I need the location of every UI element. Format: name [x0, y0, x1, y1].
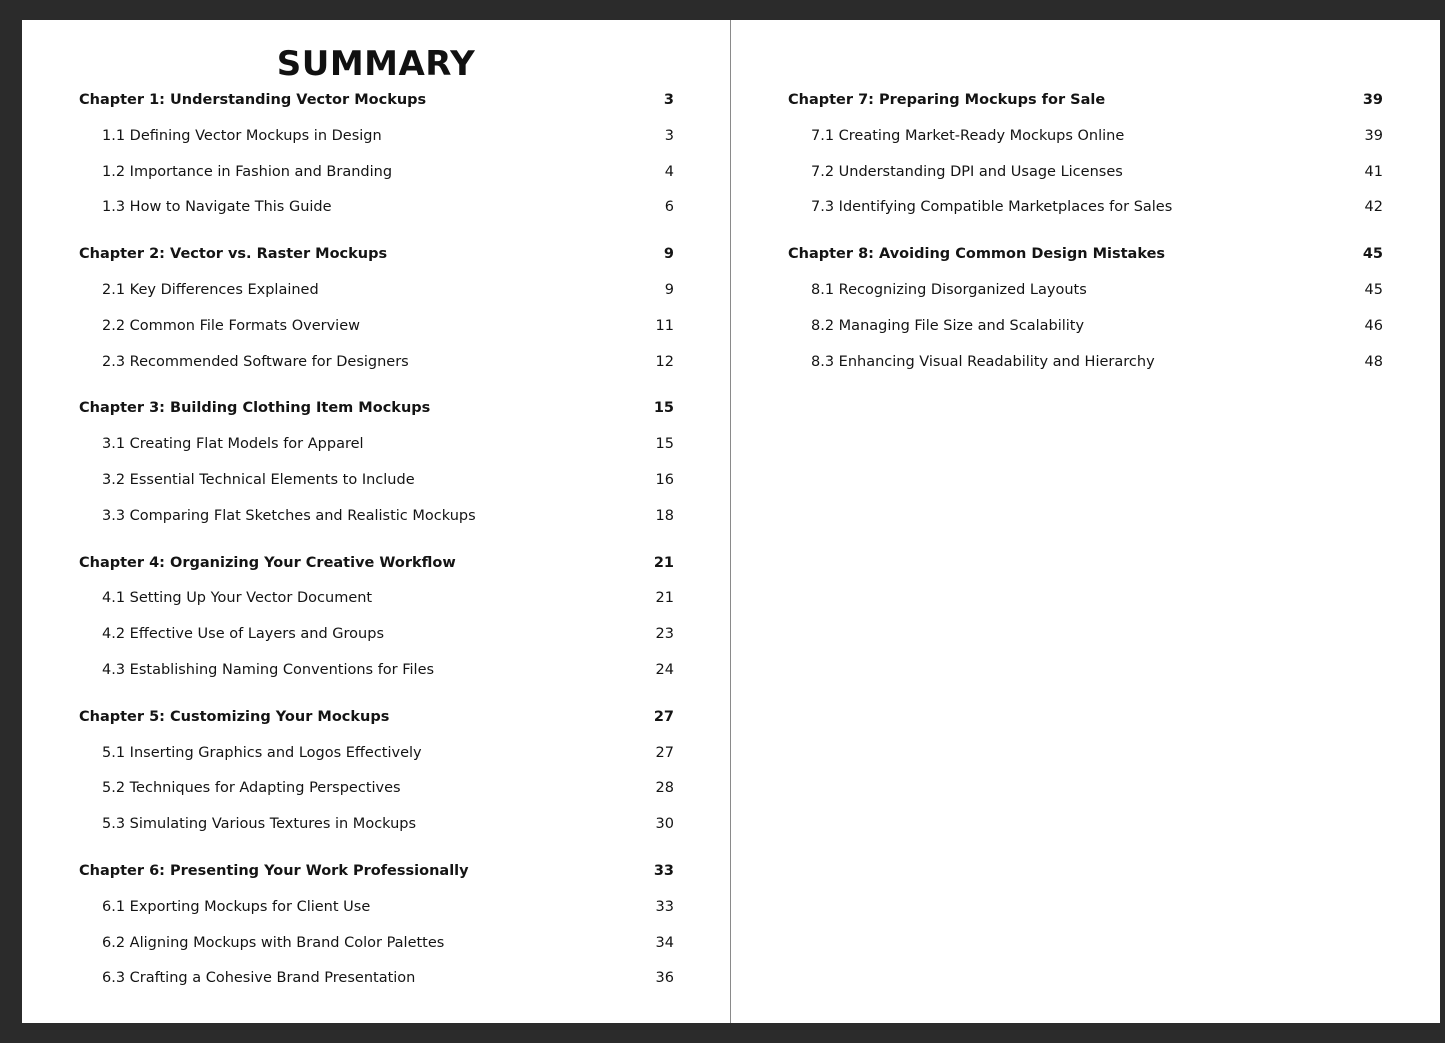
toc-page-number: 34 — [655, 934, 674, 951]
toc-section-title: 6.2 Aligning Mockups with Brand Color Palettes — [102, 934, 445, 951]
toc-chapter-entry[interactable] — [79, 705, 674, 741]
toc-page-number: 21 — [653, 554, 674, 571]
toc-page-number: 23 — [655, 626, 674, 643]
toc-section-title: 7.1 Creating Market-Ready Mockups Online — [811, 127, 1125, 144]
toc-section-title: 5.2 Techniques for Adapting Perspectives — [102, 780, 401, 797]
toc-page-number: 36 — [655, 970, 674, 987]
toc-page-number: 3 — [663, 92, 674, 108]
toc-section-title: 5.3 Simulating Various Textures in Mockups — [102, 816, 417, 833]
toc-page-number: 18 — [655, 507, 674, 524]
toc-page-number: 15 — [655, 436, 674, 453]
left-page — [22, 20, 730, 1023]
toc-section-entry[interactable] — [79, 931, 674, 967]
toc-chapter-entry[interactable] — [788, 88, 1383, 124]
toc-section-title: 2.3 Recommended Software for Designers — [102, 353, 409, 370]
toc-section-entry[interactable] — [79, 278, 674, 314]
toc-section-entry[interactable] — [79, 812, 674, 848]
toc-page-number: 3 — [664, 127, 674, 144]
toc-chapter-title: Chapter 7: Preparing Mockups for Sale — [788, 92, 1106, 108]
toc-left — [79, 88, 674, 1013]
toc-chapter-title: Chapter 4: Organizing Your Creative Workflow — [79, 554, 456, 571]
toc-section-entry[interactable] — [79, 658, 674, 694]
toc-page-number: 24 — [655, 661, 674, 678]
page-title: SUMMARY — [276, 44, 476, 84]
toc-section-title: 7.3 Identifying Compatible Marketplaces for Sales — [811, 199, 1173, 216]
toc-section-title: 4.3 Establishing Naming Conventions for Files — [102, 661, 435, 678]
toc-section-entry[interactable] — [788, 278, 1383, 314]
toc-section-title: 7.2 Understanding DPI and Usage Licenses — [811, 163, 1123, 180]
toc-section-title: 3.2 Essential Technical Elements to Include — [102, 471, 415, 488]
toc-section-title: 4.1 Setting Up Your Vector Document — [102, 590, 373, 607]
toc-chapter-title: Chapter 2: Vector vs. Raster Mockups — [79, 246, 388, 263]
toc-page-number: 9 — [663, 246, 674, 263]
toc-section-entry[interactable] — [79, 314, 674, 350]
toc-chapter-entry[interactable] — [79, 859, 674, 895]
toc-section-title: 8.1 Recognizing Disorganized Layouts — [811, 281, 1087, 298]
toc-section-entry[interactable] — [79, 622, 674, 658]
toc-section-title: 6.1 Exporting Mockups for Client Use — [102, 898, 371, 915]
toc-chapter-entry[interactable] — [79, 396, 674, 432]
toc-page-number: 45 — [1364, 281, 1383, 298]
toc-right — [788, 88, 1383, 396]
toc-page-number: 28 — [655, 780, 674, 797]
toc-chapter-entry[interactable] — [79, 242, 674, 278]
toc-section-entry[interactable] — [788, 160, 1383, 196]
toc-section-entry[interactable] — [79, 966, 674, 1002]
toc-page-number: 27 — [653, 708, 674, 725]
toc-section-entry[interactable] — [79, 160, 674, 196]
toc-section-entry[interactable] — [788, 195, 1383, 231]
toc-section-title: 4.2 Effective Use of Layers and Groups — [102, 626, 384, 643]
document-spread — [22, 20, 1440, 1023]
toc-section-entry[interactable] — [79, 468, 674, 504]
toc-page-number: 27 — [655, 744, 674, 761]
toc-chapter-entry[interactable] — [79, 88, 674, 124]
toc-section-title: 3.1 Creating Flat Models for Apparel — [102, 436, 364, 453]
toc-page-number: 41 — [1364, 163, 1383, 180]
toc-section-title: 2.1 Key Differences Explained — [102, 281, 319, 298]
toc-page-number: 42 — [1364, 199, 1383, 216]
toc-section-title: 1.1 Defining Vector Mockups in Design — [102, 127, 382, 144]
toc-section-entry[interactable] — [79, 586, 674, 622]
toc-page-number: 11 — [655, 317, 674, 334]
toc-section-entry[interactable] — [788, 124, 1383, 160]
toc-page-number: 33 — [653, 862, 674, 879]
toc-section-title: 5.1 Inserting Graphics and Logos Effectively — [102, 744, 422, 761]
toc-section-entry[interactable] — [79, 895, 674, 931]
toc-chapter — [79, 705, 674, 848]
toc-section-title: 1.3 How to Navigate This Guide — [102, 199, 332, 216]
toc-page-number: 39 — [1362, 92, 1383, 108]
toc-section-title: 6.3 Crafting a Cohesive Brand Presentation — [102, 970, 416, 987]
right-page — [731, 20, 1440, 1023]
toc-chapter — [79, 859, 674, 1002]
toc-chapter — [79, 396, 674, 539]
toc-page-number: 48 — [1364, 353, 1383, 370]
toc-section-entry[interactable] — [79, 504, 674, 540]
toc-section-title: 1.2 Importance in Fashion and Branding — [102, 163, 393, 180]
toc-chapter-title: Chapter 6: Presenting Your Work Professionally — [79, 862, 469, 879]
toc-section-title: 2.2 Common File Formats Overview — [102, 317, 360, 334]
toc-section-entry[interactable] — [788, 350, 1383, 386]
toc-page-number: 4 — [664, 163, 674, 180]
toc-section-title: 8.2 Managing File Size and Scalability — [811, 317, 1085, 334]
toc-page-number: 6 — [664, 199, 674, 216]
toc-chapter-title: Chapter 5: Customizing Your Mockups — [79, 708, 390, 725]
toc-page-number: 39 — [1364, 127, 1383, 144]
toc-chapter-title: Chapter 8: Avoiding Common Design Mistakes — [788, 246, 1166, 263]
toc-chapter — [79, 88, 674, 231]
toc-chapter-entry[interactable] — [788, 242, 1383, 278]
toc-section-entry[interactable] — [79, 776, 674, 812]
toc-chapter-title: Chapter 3: Building Clothing Item Mockups — [79, 400, 431, 417]
toc-page-number: 15 — [653, 400, 674, 417]
toc-section-entry[interactable] — [79, 432, 674, 468]
toc-section-entry[interactable] — [79, 195, 674, 231]
toc-section-entry[interactable] — [79, 124, 674, 160]
toc-page-number: 30 — [655, 816, 674, 833]
toc-page-number: 33 — [655, 898, 674, 915]
toc-page-number: 46 — [1364, 317, 1383, 334]
toc-chapter — [788, 88, 1383, 231]
toc-section-entry[interactable] — [79, 741, 674, 777]
toc-section-title: 3.3 Comparing Flat Sketches and Realistic Mockups — [102, 507, 476, 524]
toc-chapter-title: Chapter 1: Understanding Vector Mockups — [79, 92, 427, 108]
toc-section-entry[interactable] — [788, 314, 1383, 350]
toc-page-number: 21 — [655, 590, 674, 607]
toc-chapter-entry[interactable] — [79, 551, 674, 587]
toc-page-number: 9 — [664, 281, 674, 298]
toc-page-number: 12 — [655, 353, 674, 370]
toc-chapter — [788, 242, 1383, 385]
toc-chapter — [79, 551, 674, 694]
toc-chapter — [79, 242, 674, 385]
toc-page-number: 45 — [1362, 246, 1383, 263]
toc-section-entry[interactable] — [79, 350, 674, 386]
toc-section-title: 8.3 Enhancing Visual Readability and Hierarchy — [811, 353, 1155, 370]
toc-page-number: 16 — [655, 471, 674, 488]
